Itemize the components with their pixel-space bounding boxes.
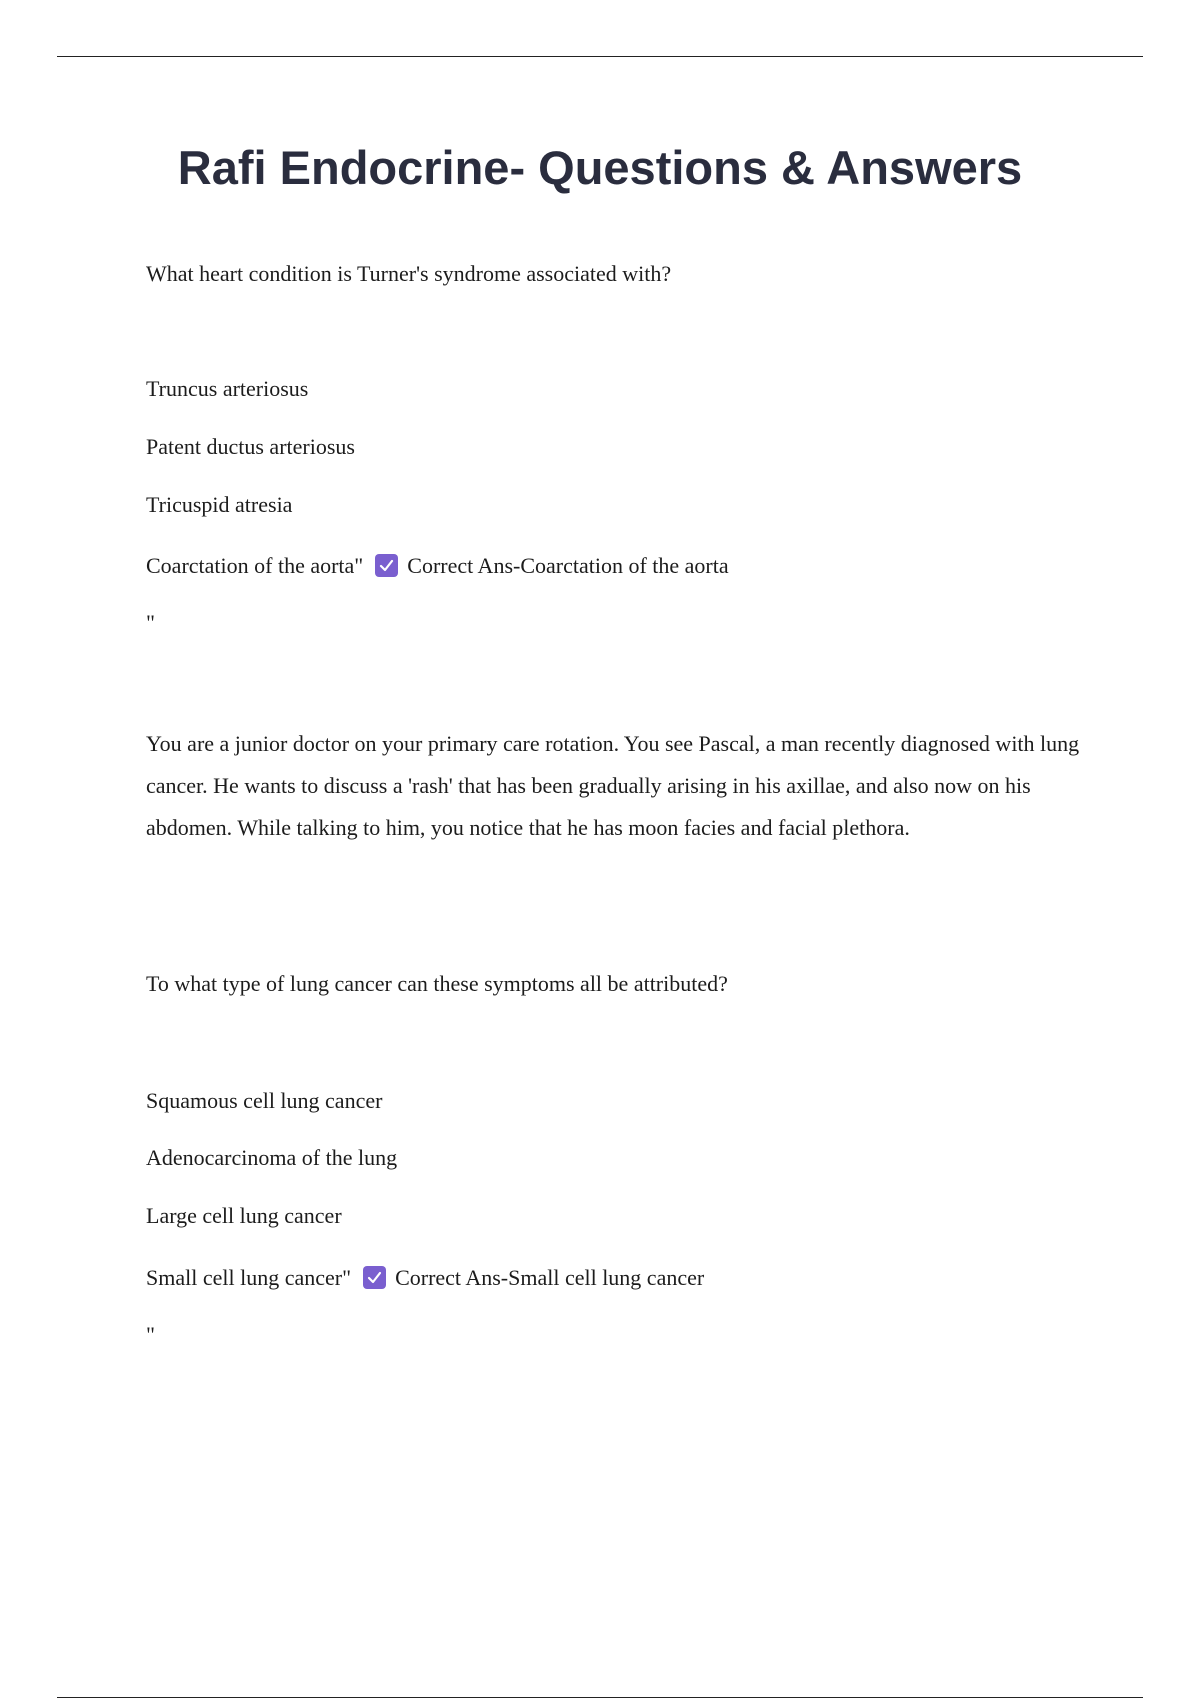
q1-option-1: Truncus arteriosus (146, 376, 309, 401)
q2-option-2: Adenocarcinoma of the lung (146, 1145, 398, 1170)
q2-stem: You are a junior doctor on your primary care rotation. You see Pascal, a man recently diagnosed with lung cancer. He wants to discuss a 'rash' that has been gradually arising in his axillae, and also now on his abdomen. While talking to him, you notice that he has moon facies and facial plethora. (146, 731, 1080, 840)
check-box-icon (375, 554, 398, 577)
q2-option-4: Small cell lung cancer" (146, 1265, 352, 1290)
check-box-icon (363, 1266, 386, 1289)
q1-correct-answer: Correct Ans-Coarctation of the aorta (407, 553, 729, 578)
q2-question: To what type of lung cancer can these symptoms all be attributed? (146, 971, 728, 996)
q1-answer-row (146, 552, 729, 580)
q2-option-3: Large cell lung cancer (146, 1203, 342, 1228)
q1-trailing-quote: " (146, 610, 155, 635)
q2-trailing-quote: " (146, 1322, 155, 1347)
page-title: Rafi Endocrine- Questions & Answers (177, 141, 1023, 194)
q2-correct-answer: Correct Ans-Small cell lung cancer (395, 1265, 705, 1290)
q2-option-1: Squamous cell lung cancer (146, 1088, 383, 1113)
q1-option-2: Patent ductus arteriosus (146, 434, 355, 459)
bottom-rule (57, 1697, 1143, 1698)
q1-option-4: Coarctation of the aorta" (146, 553, 364, 578)
q1-question: What heart condition is Turner's syndrome associated with? (146, 261, 672, 286)
q2-answer-row (146, 1264, 704, 1292)
q1-option-3: Tricuspid atresia (146, 492, 293, 517)
top-rule (57, 56, 1143, 57)
